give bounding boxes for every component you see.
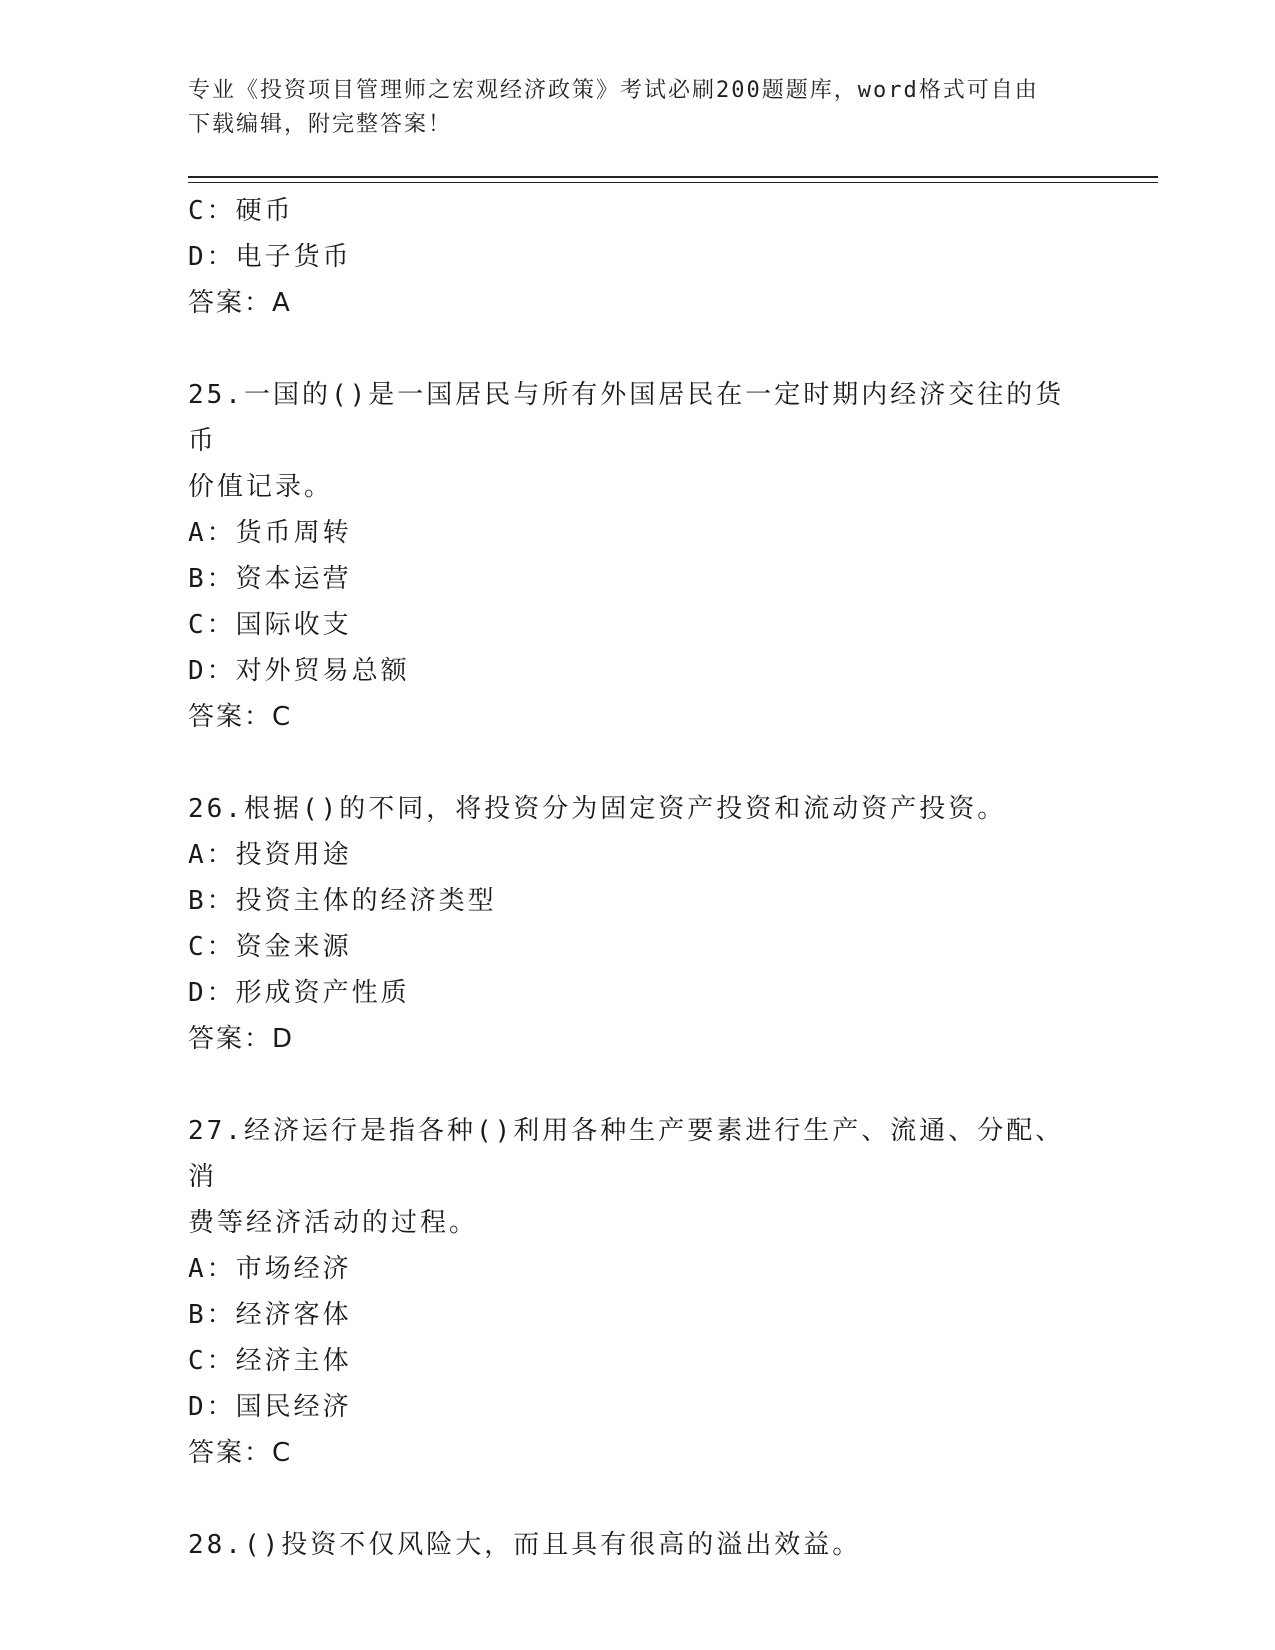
option-c: C：资金来源 (188, 932, 352, 962)
header-rule-thick (188, 176, 1158, 178)
question-28 (188, 1522, 1088, 1568)
option-a: A：货币周转 (188, 518, 352, 548)
option-a: A：市场经济 (188, 1254, 352, 1284)
question-25 (188, 372, 1088, 740)
question-stem: 27.经济运行是指各种()利用各种生产要素进行生产、流通、分配、消 (188, 1116, 1065, 1192)
question-list (188, 188, 1088, 1568)
header-line-2: 下载编辑，附完整答案！ (188, 112, 453, 137)
answer: 答案：D (188, 1024, 295, 1054)
question-stem: 28.()投资不仅风险大，而且具有很高的溢出效益。 (188, 1530, 862, 1560)
option-b: B：资本运营 (188, 564, 352, 594)
option-b: B：投资主体的经济类型 (188, 886, 497, 916)
option-d: D：形成资产性质 (188, 978, 410, 1008)
question-24-partial (188, 188, 1088, 326)
option-b: B：经济客体 (188, 1300, 352, 1330)
spacer (188, 1062, 1088, 1108)
document-header (188, 74, 1068, 142)
spacer (188, 740, 1088, 786)
spacer (188, 326, 1088, 372)
option-c: C：经济主体 (188, 1346, 352, 1376)
option-d: D：对外贸易总额 (188, 656, 410, 686)
answer: 答案：C (188, 702, 293, 732)
option-c: C：硬币 (188, 196, 294, 226)
answer: 答案：C (188, 1438, 293, 1468)
header-line-1: 专业《投资项目管理师之宏观经济政策》考试必刷200题题库，word格式可自由 (188, 78, 1039, 103)
question-stem: 25.一国的()是一国居民与所有外国居民在一定时期内经济交往的货币 (188, 380, 1065, 456)
question-stem-continued: 价值记录。 (188, 472, 334, 502)
option-a: A：投资用途 (188, 840, 352, 870)
question-stem: 26.根据()的不同，将投资分为固定资产投资和流动资产投资。 (188, 794, 1007, 824)
question-26 (188, 786, 1088, 1062)
header-rule-thin (188, 182, 1158, 183)
question-stem-continued: 费等经济活动的过程。 (188, 1208, 479, 1238)
question-27 (188, 1108, 1088, 1476)
spacer (188, 1476, 1088, 1522)
option-d: D：电子货币 (188, 242, 352, 272)
answer: 答案：A (188, 288, 292, 318)
option-c: C：国际收支 (188, 610, 352, 640)
option-d: D：国民经济 (188, 1392, 352, 1422)
